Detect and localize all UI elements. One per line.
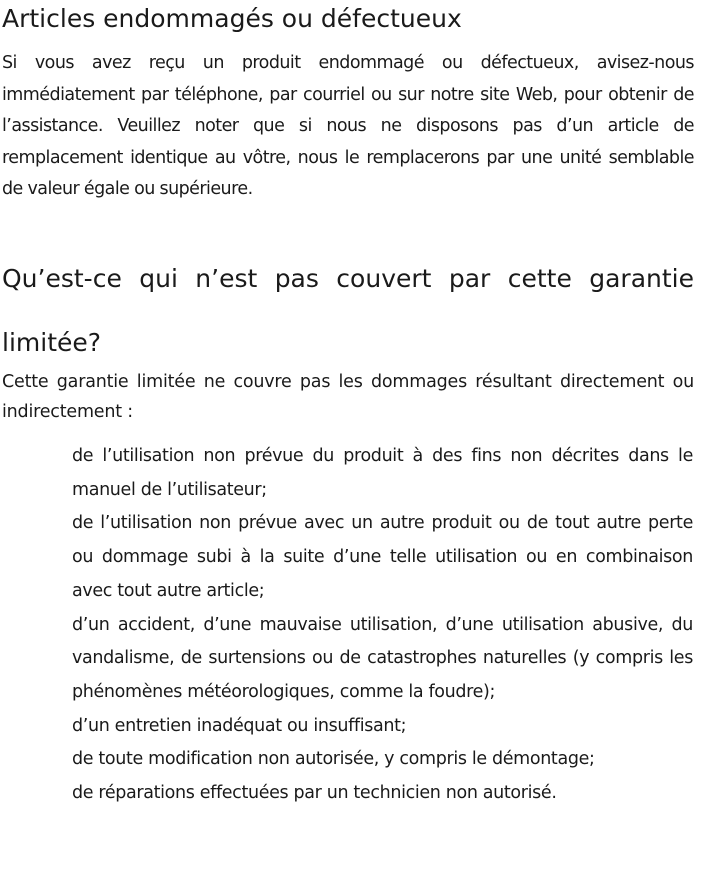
exclusions-list (72, 440, 693, 811)
exclusion-item: de l’utilisation non prévue du produit à des fins non décrites dans le manuel de l’utilisateur; (72, 446, 693, 500)
exclusion-item: d’un entretien inadéquat ou insuffisant; (72, 715, 407, 736)
exclusion-item: de toute modification non autorisée, y compris le démontage; (72, 749, 595, 770)
not-covered-intro: Cette garantie limitée ne couvre pas les dommages résultant directement ou indirectement : (2, 372, 694, 422)
exclusion-item: de l’utilisation non prévue avec un autre produit ou de tout autre perte ou dommage subi à la suite d’une telle utilisation ou en combinaison avec tout autre article; (72, 513, 693, 601)
damaged-items-heading: Articles endommagés ou défectueux (2, 4, 462, 33)
exclusion-item: de réparations effectuées par un technicien non autorisé. (72, 783, 557, 804)
damaged-items-paragraph: Si vous avez reçu un produit endommagé ou défectueux, avisez-nous immédiatement par téléphone, par courriel ou sur notre site Web, pour obtenir de l’assistance. Veuillez noter que si nous ne disposons pas d’un article de remplacement identique au vôtre, nous le remplacerons par une unité semblable de valeur égale ou supérieure. (2, 53, 694, 199)
not-covered-heading: Qu’est-ce qui n’est pas couvert par cette garantie limitée? (2, 264, 694, 357)
exclusion-item: d’un accident, d’une mauvaise utilisation, d’une utilisation abusive, du vandalisme, de surtensions ou de catastrophes naturelles (y compris les phénomènes météorologiques, comme la foudre); (72, 614, 693, 702)
